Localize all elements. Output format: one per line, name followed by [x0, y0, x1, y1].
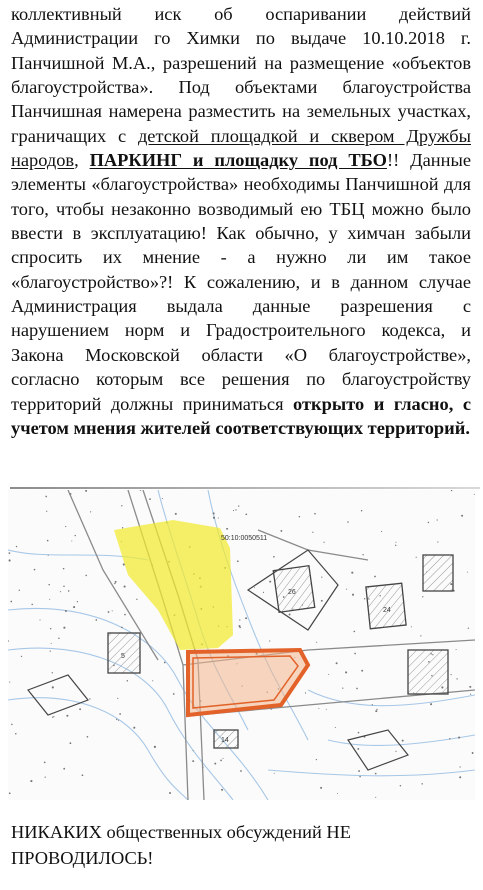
- parcel-number-label: 14: [221, 737, 229, 744]
- map-dot: [44, 762, 46, 764]
- map-dot: [21, 656, 22, 657]
- map-dot: [19, 590, 20, 591]
- map-dot: [50, 650, 51, 651]
- map-dot: [235, 509, 236, 510]
- map-dot: [90, 511, 91, 512]
- footer-statement: НИКАКИХ общественных обсуждений НЕ ПРОВОДИЛОСЬ!: [11, 822, 351, 868]
- map-dot: [66, 715, 68, 717]
- map-dot: [233, 510, 234, 511]
- map-dot: [136, 599, 137, 600]
- map-dot: [312, 532, 313, 533]
- map-dot: [71, 541, 72, 542]
- map-dot: [16, 546, 17, 547]
- map-dot: [73, 606, 75, 608]
- map-dot: [53, 716, 54, 717]
- map-dot: [400, 785, 401, 786]
- map-dot: [357, 748, 359, 750]
- map-dot: [79, 708, 81, 710]
- map-dot: [58, 637, 60, 639]
- map-dot: [169, 792, 171, 794]
- map-dot: [351, 572, 353, 574]
- map-dot: [372, 704, 373, 705]
- map-dot: [422, 596, 423, 597]
- map-dot: [31, 604, 33, 606]
- map-dot: [430, 703, 432, 705]
- map-dot: [48, 584, 50, 586]
- map-dot: [127, 680, 129, 682]
- map-dot: [337, 793, 338, 794]
- map-dot: [70, 742, 72, 744]
- map-dot: [45, 496, 47, 498]
- map-dot: [421, 783, 422, 784]
- map-dot: [402, 740, 404, 742]
- paragraph-text-part: коллективный иск об оспаривании действий Администрации го Химки по выдаче 10.10.2018 г. Панчишной М.А., разрешений на размещение «объектов благоустройства». Под объектами благоустройства Панчишная намерена разместить на земельных участках, граничащих с: [11, 4, 471, 146]
- map-dot: [52, 672, 53, 673]
- map-dot: [239, 627, 241, 629]
- map-dot: [353, 631, 355, 633]
- map-dot: [238, 505, 239, 506]
- map-dot: [46, 511, 47, 512]
- map-dot: [82, 774, 84, 776]
- map-dot: [345, 671, 347, 673]
- map-dot: [461, 515, 463, 517]
- map-dot: [358, 770, 360, 772]
- map-dot: [362, 554, 363, 555]
- public-discussion-emphasis: открыто и гласно, с учетом мнения жителей соответствующих территорий.: [11, 393, 471, 438]
- map-dot: [118, 720, 119, 721]
- map-dot: [437, 541, 438, 542]
- map-dot: [124, 586, 126, 588]
- map-dot: [63, 586, 65, 588]
- map-dot: [328, 674, 329, 675]
- map-dot: [220, 760, 222, 762]
- map-dot: [459, 776, 461, 778]
- map-dot: [213, 517, 215, 519]
- map-dot: [11, 724, 13, 726]
- map-dot: [117, 698, 118, 699]
- map-dot: [30, 780, 32, 782]
- map-dot: [323, 542, 324, 543]
- building-parcel: [408, 650, 448, 694]
- map-dot: [320, 787, 322, 789]
- map-dot: [336, 662, 338, 664]
- map-dot: [269, 640, 270, 641]
- map-dot: [63, 568, 65, 570]
- parcel-number-label: 26: [288, 589, 296, 596]
- map-dot: [395, 751, 396, 752]
- map-dot: [34, 569, 36, 571]
- map-dot: [280, 530, 282, 532]
- building-parcel: [366, 583, 406, 629]
- parking-waste-site-emphasis: ПАРКИНГ и площадку под ТБО: [89, 150, 387, 171]
- map-dot: [9, 552, 11, 554]
- map-dot: [428, 522, 429, 523]
- map-dot: [411, 626, 412, 627]
- map-dot: [85, 575, 87, 577]
- map-dot: [87, 736, 89, 738]
- article-paragraph: [11, 2, 471, 440]
- map-dot: [162, 498, 163, 499]
- map-dot: [51, 643, 52, 644]
- map-dot: [239, 619, 240, 620]
- parcel-number-label: 24: [383, 607, 391, 614]
- map-dot: [273, 556, 275, 558]
- map-dot: [121, 505, 122, 506]
- map-dot: [77, 601, 78, 602]
- map-dot: [124, 614, 126, 616]
- map-dot: [108, 611, 110, 613]
- map-dot: [335, 727, 336, 728]
- map-dot: [420, 635, 421, 636]
- parcel-number-label: 5: [121, 653, 125, 660]
- map-dot: [222, 758, 223, 759]
- paragraph-text-part: !! Данные элементы «благоустройства» необходимы Панчишной для того, чтобы незаконно возводимый ею ТБЦ можно было ввести в эксплуатацию! Как обычно, у химчан забыли спросить их мнение - а нужно ли им такое «благоустройство»?! К сожалению, и в данном случае Администрация выдала данные разрешения с нарушением норм и Градостроительного кодекса, и Закона Московской области «О благоустройстве», согласно которым все решения по благоустройству территорий должны приниматься: [11, 150, 471, 414]
- map-dot: [449, 738, 451, 740]
- map-dot: [65, 610, 67, 612]
- map-dot: [15, 733, 17, 735]
- map-dot: [114, 583, 115, 584]
- map-dot: [9, 682, 10, 683]
- map-dot: [245, 617, 247, 619]
- building-parcel: [423, 555, 453, 591]
- map-dot: [346, 589, 347, 590]
- map-dot: [470, 694, 471, 695]
- map-dot: [121, 627, 123, 629]
- map-dot: [469, 686, 471, 688]
- map-dot: [115, 581, 117, 583]
- map-dot: [354, 653, 356, 655]
- map-dot: [356, 688, 358, 690]
- map-dot: [152, 680, 153, 681]
- map-dot: [240, 770, 242, 772]
- playground-park-reference: детской площадкой и сквером Дружбы народов: [11, 125, 471, 171]
- map-dot: [395, 542, 396, 543]
- map-dot: [47, 540, 49, 542]
- map-dot: [472, 752, 474, 754]
- map-dot: [269, 581, 271, 583]
- map-dot: [254, 587, 255, 588]
- map-dot: [437, 519, 438, 520]
- map-dot: [358, 732, 360, 734]
- map-dot: [352, 594, 354, 596]
- map-dot: [89, 698, 90, 699]
- map-dot: [49, 599, 50, 600]
- map-dot: [112, 610, 113, 611]
- map-dot: [318, 708, 319, 709]
- map-dot: [468, 628, 469, 629]
- map-dot: [364, 598, 365, 599]
- map-dot: [122, 527, 123, 528]
- map-dot: [173, 693, 175, 695]
- map-dot: [347, 521, 349, 523]
- map-dot: [63, 627, 65, 629]
- map-dot: [359, 776, 361, 778]
- map-dot: [52, 717, 53, 718]
- map-dot: [263, 592, 264, 593]
- map-dot: [214, 763, 216, 765]
- map-dot: [321, 577, 322, 578]
- map-dot: [451, 674, 452, 675]
- map-dot: [289, 614, 291, 616]
- map-dot: [375, 797, 376, 798]
- site-plan-map: [8, 490, 475, 800]
- map-dot: [375, 773, 377, 775]
- map-dot: [226, 528, 228, 530]
- map-dot: [316, 642, 317, 643]
- map-dot: [63, 768, 65, 770]
- map-dot: [154, 746, 156, 748]
- map-dot: [221, 789, 223, 791]
- map-dot: [456, 649, 457, 650]
- map-dot: [60, 591, 61, 592]
- map-dot: [467, 572, 468, 573]
- map-dot: [459, 766, 460, 767]
- map-dot: [65, 526, 66, 527]
- map-dot: [395, 545, 396, 546]
- map-dot: [9, 792, 11, 794]
- map-dot: [326, 709, 327, 710]
- map-dot: [342, 687, 343, 688]
- map-dot: [45, 776, 46, 777]
- map-dot: [321, 600, 323, 602]
- map-dot: [133, 727, 135, 729]
- map-dot: [95, 619, 97, 621]
- map-dot: [299, 516, 300, 517]
- map-dot: [361, 670, 363, 672]
- map-dot: [149, 498, 151, 500]
- map-dot: [213, 512, 215, 514]
- map-dot: [316, 759, 317, 760]
- map-dot: [68, 590, 70, 592]
- map-dot: [245, 513, 247, 515]
- map-dot: [375, 710, 377, 712]
- map-dot: [381, 531, 382, 532]
- map-dot: [237, 560, 239, 562]
- paragraph-text-part: ,: [74, 150, 90, 171]
- map-dot: [116, 719, 117, 720]
- map-dot: [119, 713, 121, 715]
- map-dot: [193, 750, 194, 751]
- map-dot: [361, 510, 362, 511]
- map-dot: [314, 513, 316, 515]
- map-dot: [52, 686, 54, 688]
- map-dot: [458, 737, 460, 739]
- map-dot: [164, 662, 166, 664]
- map-dot: [374, 576, 376, 578]
- map-dot: [39, 619, 40, 620]
- map-dot: [75, 535, 76, 536]
- map-dot: [175, 513, 177, 515]
- map-dot: [456, 678, 457, 679]
- map-dot: [416, 557, 417, 558]
- map-dot: [50, 628, 51, 629]
- map-dot: [48, 555, 49, 556]
- map-dot: [9, 559, 11, 561]
- map-dot: [218, 517, 219, 518]
- map-dot: [305, 692, 306, 693]
- map-dot: [274, 773, 275, 774]
- map-dot: [10, 601, 12, 603]
- separator-line: [10, 487, 480, 489]
- cadastral-number-label: 50:10:0050511: [221, 535, 268, 542]
- map-dot: [474, 494, 475, 495]
- map-dot: [192, 760, 194, 762]
- map-dot: [376, 709, 377, 710]
